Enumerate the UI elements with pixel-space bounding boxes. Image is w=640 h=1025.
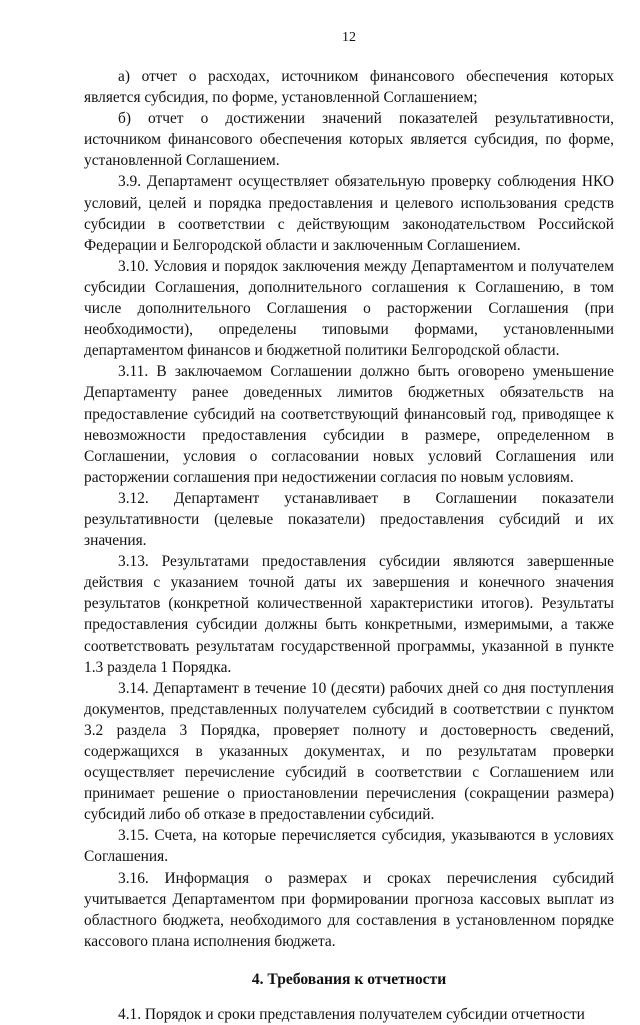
paragraph-4-1: 4.1. Порядок и сроки представления получателем субсидии отчетности — [118, 1005, 585, 1023]
page-number: 12 — [342, 30, 356, 45]
paragraph-3-11: 3.11. В заключаемом Соглашении должно быть оговорено уменьшение Департаменту ранее доведенных лимитов бюджетных обязательств на предоставление субсидий на соответствующий финансовый год, приводящее к невозможности предоставления субсидии в размере, определенном в Соглашении, условия о согласовании новых условий Соглашения или расторжении соглашения при недостижении согласия по новым условиям. — [84, 363, 614, 486]
paragraph-3-14: 3.14. Департамент в течение 10 (десяти) рабочих дней со дня поступления документов, представленных получателем субсидий в соответствии с пунктом 3.2 раздела 3 Порядка, проверяет полноту и достоверность сведений, содержащихся в указанных документах, и по результатам проверки осуществляет перечисление субсидий в соответствии с Соглашением или принимает решение о приостановлении перечисления (сокращении размера) субсидий либо об отказе в предоставлении субсидий. — [84, 679, 614, 824]
paragraph-3-10: 3.10. Условия и порядок заключения между Департаментом и получателем субсидии Соглашения, дополнительного соглашения к Соглашению, в том числе дополнительного Соглашения о расторжении Соглашения (при необходимости), определены типовыми формами, установленными департаментом финансов и бюджетной политики Белгородской области. — [84, 257, 614, 360]
paragraph-3-15: 3.15. Счета, на которые перечисляется субсидия, указываются в условиях Соглашения. — [84, 827, 614, 866]
paragraph-3-9: 3.9. Департамент осуществляет обязательную проверку соблюдения НКО условий, целей и порядка предоставления и целевого использования средств субсидии в соответствии с действующим законодательством Российской Федерации и Белгородской области и заключенным Соглашением. — [84, 173, 614, 254]
paragraph-3-13: 3.13. Результатами предоставления субсидии являются завершенные действия с указанием точной даты их завершения и конечного значения результатов (конкретной количественной характеристики итогов). Результаты предоставления субсидии должны быть конкретными, измеримыми, а также соответствовать результатам государственной программы, указанной в пункте 1.3 раздела 1 Порядка. — [84, 553, 614, 676]
section-heading: 4. Требования к отчетности — [251, 970, 447, 988]
paragraph-3-12: 3.12. Департамент устанавливает в Соглашении показатели результативности (целевые показатели) предоставления субсидий и их значения. — [84, 489, 614, 550]
paragraph-report-expenses: а) отчет о расходах, источником финансового обеспечения которых является субсидия, по форме, установленной Соглашением; — [84, 68, 614, 107]
paragraph-3-16: 3.16. Информация о размерах и сроках перечисления субсидий учитывается Департаментом при формировании прогноза кассовых выплат из областного бюджета, необходимого для составления в установленном порядке кассового плана исполнения бюджета. — [84, 869, 614, 950]
document-body — [84, 66, 614, 1025]
paragraph-report-indicators: б) отчет о достижении значений показателей результативности, источником финансового обеспечения которых является субсидия, по форме, установленной Соглашением. — [84, 110, 614, 170]
